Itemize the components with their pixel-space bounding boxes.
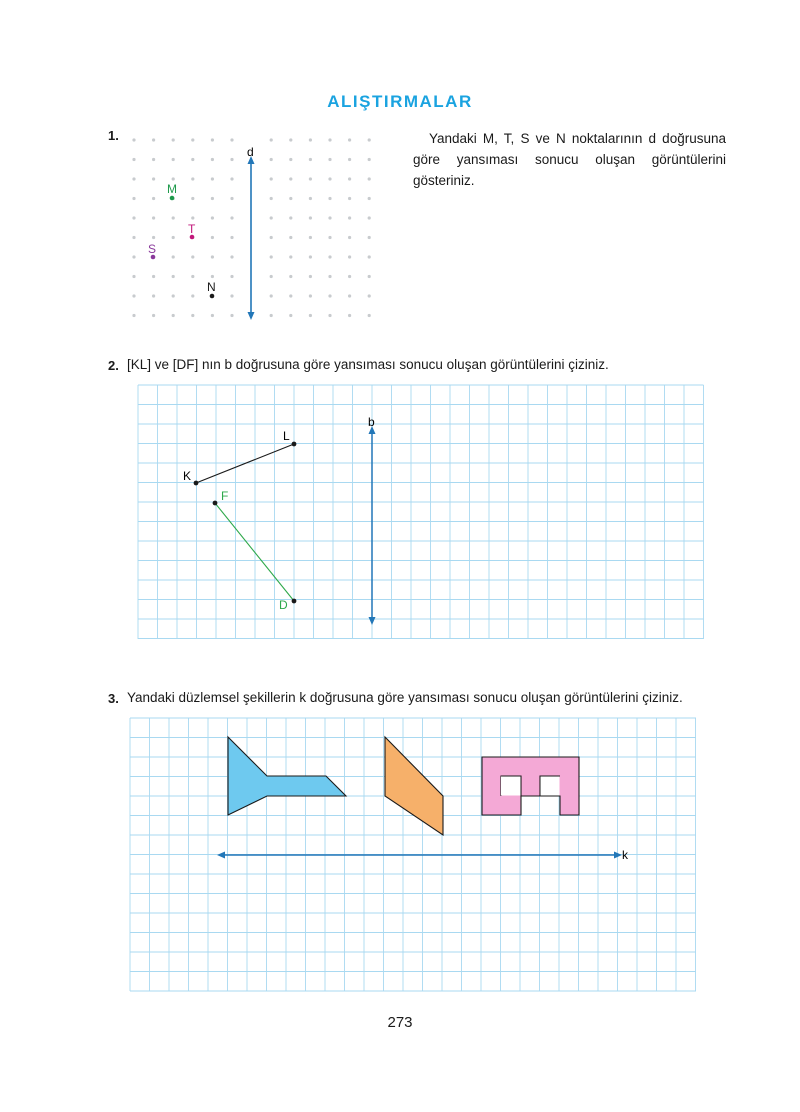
- grid-dot: [289, 255, 292, 258]
- grid-dot: [328, 275, 331, 278]
- grid-dot: [368, 216, 371, 219]
- grid-dot: [211, 216, 214, 219]
- grid-dot: [368, 177, 371, 180]
- grid-dot: [368, 138, 371, 141]
- grid-dot: [348, 177, 351, 180]
- grid-dot: [348, 294, 351, 297]
- point-m-label: M: [167, 182, 177, 196]
- grid-dot: [172, 314, 175, 317]
- grid-dot: [230, 177, 233, 180]
- grid-dot: [230, 314, 233, 317]
- grid-dot: [289, 158, 292, 161]
- grid-dot: [211, 197, 214, 200]
- point-f: [213, 501, 218, 506]
- grid-dot: [309, 177, 312, 180]
- grid-dot: [270, 197, 273, 200]
- grid-dot: [191, 138, 194, 141]
- grid-dot: [368, 255, 371, 258]
- grid-dot: [270, 158, 273, 161]
- grid-dot: [328, 294, 331, 297]
- grid-dot: [289, 177, 292, 180]
- line-k-label: k: [622, 848, 628, 862]
- grid-dot: [230, 197, 233, 200]
- grid-dot: [328, 216, 331, 219]
- grid-dot: [230, 236, 233, 239]
- shape-pink-notch-left: [501, 777, 521, 796]
- question-2-text: [KL] ve [DF] nın b doğrusuna göre yansıması sonucu oluşan görüntülerini çiziniz.: [127, 357, 609, 372]
- grid-dot: [348, 138, 351, 141]
- grid-dot: [152, 236, 155, 239]
- grid-dot: [368, 314, 371, 317]
- grid-dot: [172, 294, 175, 297]
- grid-dot: [152, 294, 155, 297]
- question-2-number: 2.: [108, 358, 119, 373]
- grid-dot: [172, 275, 175, 278]
- segment-kl: [196, 444, 294, 483]
- grid-dot: [309, 236, 312, 239]
- grid-dot: [270, 294, 273, 297]
- line-b-label: b: [368, 415, 375, 429]
- shape-pink-polygon: [482, 757, 579, 815]
- grid-dot: [132, 216, 135, 219]
- grid-dot: [368, 236, 371, 239]
- grid-dot: [348, 236, 351, 239]
- grid-dot: [289, 294, 292, 297]
- grid-dot: [328, 314, 331, 317]
- grid-dot: [309, 216, 312, 219]
- grid-dot: [191, 255, 194, 258]
- grid-dot: [289, 275, 292, 278]
- grid-dot: [211, 314, 214, 317]
- page-number: 273: [387, 1014, 413, 1031]
- point-s-label: S: [148, 242, 157, 256]
- point-t-label: T: [188, 222, 196, 236]
- question-1-text: Yandaki M, T, S ve N noktalarının d doğrusuna göre yansıması sonucu oluşan görüntülerini gösteriniz.: [413, 131, 726, 188]
- point-f-label: F: [221, 489, 229, 503]
- grid-dot: [132, 314, 135, 317]
- grid-dot: [152, 314, 155, 317]
- grid-dot: [270, 216, 273, 219]
- grid-dot: [289, 314, 292, 317]
- grid-dot: [328, 236, 331, 239]
- point-l-label: L: [283, 429, 290, 443]
- grid-dot: [270, 236, 273, 239]
- grid-dot: [132, 236, 135, 239]
- grid-dot: [230, 138, 233, 141]
- point-d: [292, 599, 297, 604]
- grid-dot: [172, 236, 175, 239]
- point-d-label: D: [279, 598, 288, 612]
- grid-dot: [289, 197, 292, 200]
- grid-dot: [132, 197, 135, 200]
- grid-dot: [309, 275, 312, 278]
- grid-dot: [191, 177, 194, 180]
- grid-dot: [309, 158, 312, 161]
- grid-dot: [368, 158, 371, 161]
- grid-dot: [348, 197, 351, 200]
- grid-dot: [132, 255, 135, 258]
- grid-dot: [172, 177, 175, 180]
- grid-dot: [230, 294, 233, 297]
- grid-dot: [289, 138, 292, 141]
- grid-dot: [132, 177, 135, 180]
- point-m: [170, 196, 175, 201]
- grid-dot: [191, 197, 194, 200]
- grid-dot: [152, 177, 155, 180]
- grid-dot: [309, 314, 312, 317]
- grid-dot: [152, 197, 155, 200]
- grid-dot: [191, 294, 194, 297]
- grid-dot: [328, 197, 331, 200]
- grid-dot: [132, 138, 135, 141]
- grid-dot: [309, 255, 312, 258]
- grid-dot: [230, 275, 233, 278]
- grid-dot: [348, 255, 351, 258]
- shape-orange-parallelogram: [385, 737, 443, 835]
- grid-dot: [289, 236, 292, 239]
- point-n: [210, 294, 215, 299]
- grid-dot: [172, 138, 175, 141]
- grid-dot: [309, 197, 312, 200]
- grid-dot: [348, 216, 351, 219]
- grid-dot: [211, 158, 214, 161]
- grid-dot: [211, 177, 214, 180]
- grid-dot: [132, 275, 135, 278]
- grid-dot: [152, 158, 155, 161]
- grid-dot: [230, 216, 233, 219]
- grid-dot: [191, 216, 194, 219]
- grid-dot: [172, 255, 175, 258]
- grid-dot: [152, 138, 155, 141]
- grid-dot: [191, 158, 194, 161]
- point-k-label: K: [183, 469, 192, 483]
- grid-dot: [211, 138, 214, 141]
- grid-dot: [211, 275, 214, 278]
- grid-dot: [328, 177, 331, 180]
- grid-dot: [211, 255, 214, 258]
- grid-dot: [152, 216, 155, 219]
- point-k: [194, 481, 199, 486]
- grid-dot: [191, 314, 194, 317]
- page-title: ALIŞTIRMALAR: [327, 92, 473, 111]
- grid-dot: [348, 314, 351, 317]
- grid-dot: [211, 236, 214, 239]
- grid-dot: [230, 158, 233, 161]
- grid-dot: [328, 138, 331, 141]
- grid-dot: [132, 158, 135, 161]
- grid-dot: [230, 255, 233, 258]
- question-3-number: 3.: [108, 691, 119, 706]
- grid-dot: [191, 275, 194, 278]
- segment-df: [215, 503, 294, 601]
- grid-dot: [309, 138, 312, 141]
- grid-dot: [270, 138, 273, 141]
- point-l: [292, 442, 297, 447]
- grid-dot: [132, 294, 135, 297]
- shape-blue-arrow: [228, 737, 346, 815]
- line-d-label: d: [247, 145, 254, 159]
- grid-dot: [270, 177, 273, 180]
- grid-dot: [328, 255, 331, 258]
- grid-dot: [270, 275, 273, 278]
- grid-dot: [289, 216, 292, 219]
- grid-dot: [368, 294, 371, 297]
- question-3-text: Yandaki düzlemsel şekillerin k doğrusuna göre yansıması sonucu oluşan görüntülerini çiziniz.: [127, 690, 683, 705]
- grid-dot: [270, 255, 273, 258]
- shape-pink-notch-right: [541, 777, 560, 796]
- grid-dot: [270, 314, 273, 317]
- grid-dot: [368, 275, 371, 278]
- grid-dot: [152, 275, 155, 278]
- point-n-label: N: [207, 280, 216, 294]
- grid-dot: [328, 158, 331, 161]
- grid-dot: [348, 275, 351, 278]
- grid-dot: [172, 158, 175, 161]
- grid-dot: [368, 197, 371, 200]
- grid-dot: [172, 216, 175, 219]
- question-1-number: 1.: [108, 128, 119, 143]
- grid-dot: [309, 294, 312, 297]
- grid-dot: [348, 158, 351, 161]
